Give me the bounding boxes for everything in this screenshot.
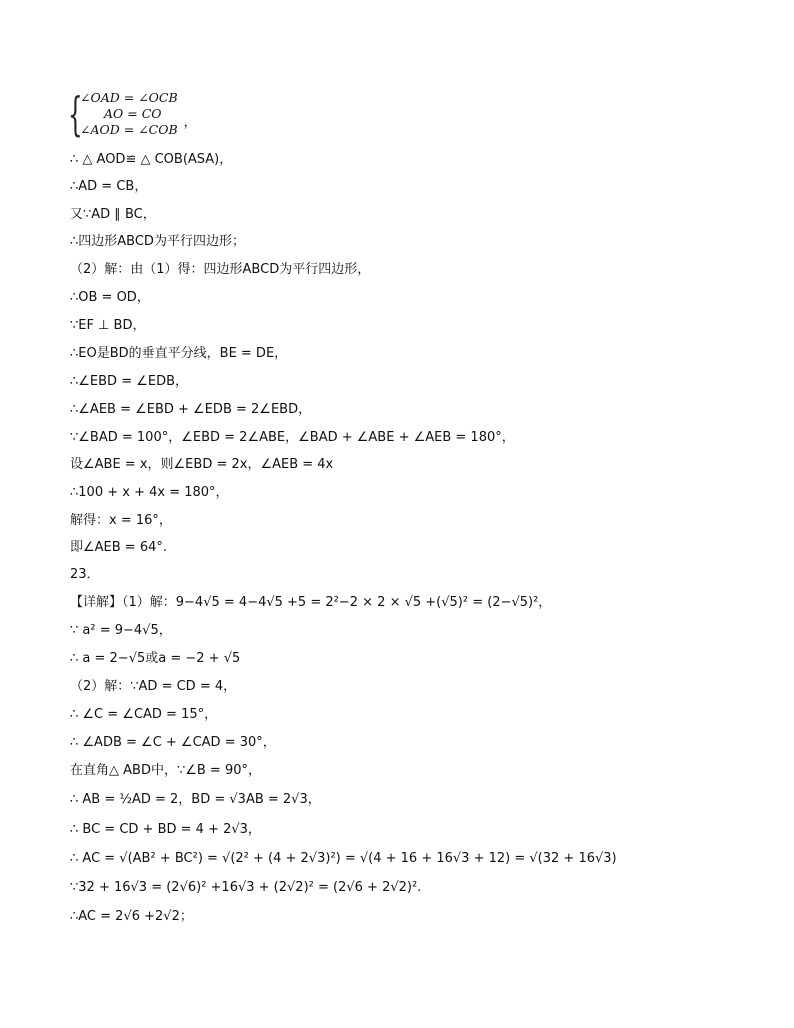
line-10: ∴∠AEB = ∠EBD + ∠EDB = 2∠EBD， [70,402,312,417]
line-5: （2）解：由（1）得：四边形ABCD为平行四边形， [70,262,371,277]
line-8: ∴EO是BD的垂直平分线，BE = DE， [70,346,288,361]
line-13: ∴100 + x + 4x = 180°， [70,485,229,500]
line-26: ∴ AC = √(AB² + BC²) = √(2² + (4 + 2√3)²) = √(4 + 16 + 16√3 + 12) = √(32 + 16√3) [70,851,617,866]
line-20: （2）解：∵AD = CD = 4， [70,679,237,694]
line-9: ∴∠EBD = ∠EDB， [70,374,189,389]
line-11: ∵∠BAD = 100°，∠EBD = 2∠ABE，∠BAD + ∠ABE + ∠AEB = 180°， [70,430,515,445]
line-25: ∴ BC = CD + BD = 4 + 2√3， [70,822,261,837]
line-1: ∴ △ AOD≌ △ COB(ASA)， [70,152,233,167]
line-7: ∵EF ⊥ BD， [70,318,146,333]
line-17: 【详解】（1）解：9−4√5 = 4−4√5 +5 = 2²−2 × 2 × √5 +(√5)² = (2−√5)²， [70,595,552,610]
system-row-3: ∠AOD = ∠COB [80,122,178,137]
line-22: ∴ ∠ADB = ∠C + ∠CAD = 30°， [70,735,276,750]
question-number: 23． [70,567,100,582]
line-14: 解得：x = 16°， [70,513,172,528]
line-4: ∴四边形ABCD为平行四边形； [70,234,245,249]
line-15: 即∠AEB = 64°. [70,540,168,555]
system-rows [80,90,178,138]
system-comma: ， [183,114,197,130]
equation-system [68,87,197,141]
line-19: ∴ a = 2−√5或a = −2 + √5 [70,651,241,666]
system-row-1: ∠OAD = ∠OCB [80,90,178,105]
line-6: ∴OB = OD， [70,290,150,305]
line-24: ∴ AB = ½AD = 2，BD = √3AB = 2√3， [70,792,321,807]
system-row-2: AO = CO [104,106,162,121]
line-23: 在直角△ ABD中，∵∠B = 90°， [70,763,261,778]
line-28: ∴AC = 2√6 +2√2； [70,909,193,924]
line-27: ∵32 + 16√3 = (2√6)² +16√3 + (2√2)² = (2√6 + 2√2)². [70,880,422,895]
line-18: ∵ a² = 9−4√5， [70,623,172,638]
left-brace: { [68,87,83,141]
line-12: 设∠ABE = x，则∠EBD = 2x，∠AEB = 4x [70,457,334,472]
line-3: 又∵AD ∥ BC， [70,207,156,222]
line-2: ∴AD = CB， [70,179,148,194]
line-21: ∴ ∠C = ∠CAD = 15°， [70,707,218,722]
